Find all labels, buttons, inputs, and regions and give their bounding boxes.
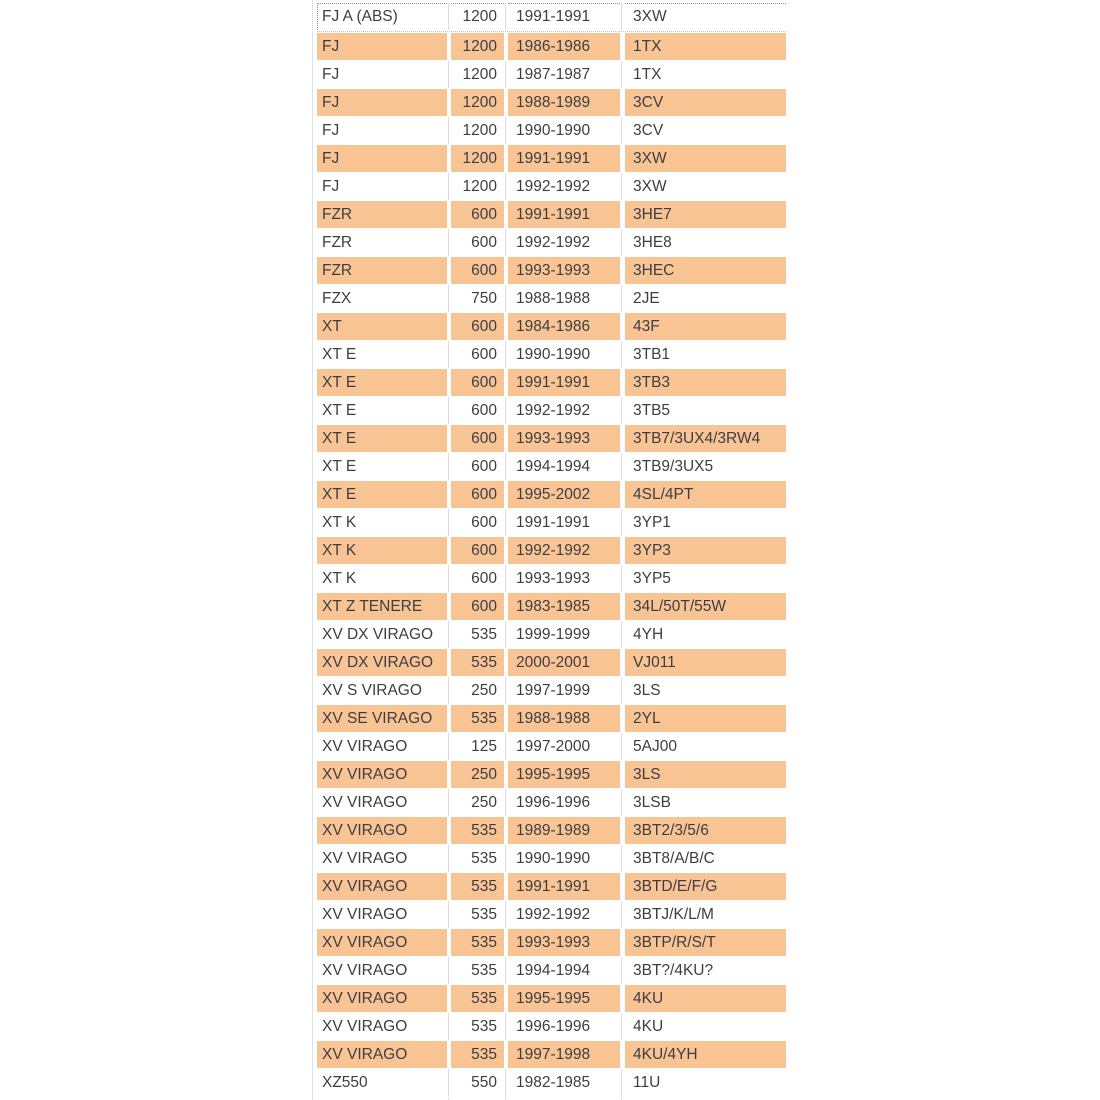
cell-cc[interactable]: 600: [451, 537, 504, 564]
cell-code[interactable]: 4KU: [625, 1013, 786, 1040]
cell-code[interactable]: 3HEC: [625, 257, 786, 284]
cell-model[interactable]: XT E: [317, 397, 447, 424]
cell-model[interactable]: XT E: [317, 481, 447, 508]
cell-years[interactable]: 1991-1991: [508, 873, 620, 900]
cell-cc[interactable]: 125: [451, 733, 504, 760]
table-row: [317, 397, 786, 424]
cell-years[interactable]: 1995-1995: [508, 985, 620, 1012]
cell-years[interactable]: 1990-1990: [508, 117, 620, 144]
table-row: [317, 3, 786, 32]
cell-years[interactable]: 1993-1993: [508, 257, 620, 284]
cell-cc[interactable]: 600: [451, 453, 504, 480]
table-row: [317, 229, 786, 256]
cell-model[interactable]: XT E: [317, 369, 447, 396]
table-row: [317, 61, 786, 88]
cell-code[interactable]: 34L/50T/55W: [625, 593, 786, 620]
cell-code[interactable]: 3XW: [625, 3, 786, 30]
cell-years[interactable]: 1997-1999: [508, 677, 620, 704]
cell-model[interactable]: XZ550: [317, 1069, 447, 1096]
cell-code[interactable]: 3BTP/R/S/T: [625, 929, 786, 956]
cell-code[interactable]: 3BT?/4KU?: [625, 957, 786, 984]
cell-years[interactable]: 1993-1993: [508, 425, 620, 452]
cell-code[interactable]: 3TB9/3UX5: [625, 453, 786, 480]
cell-model[interactable]: FJ: [317, 61, 447, 88]
table-row: [317, 509, 786, 536]
cell-code[interactable]: 43F: [625, 313, 786, 340]
cell-model[interactable]: FJ: [317, 117, 447, 144]
cell-cc[interactable]: 600: [451, 397, 504, 424]
cell-years[interactable]: 1997-1998: [508, 1041, 620, 1068]
cell-cc[interactable]: 535: [451, 873, 504, 900]
cell-model[interactable]: XV VIRAGO: [317, 873, 447, 900]
cell-cc[interactable]: 600: [451, 481, 504, 508]
cell-code[interactable]: 3TB7/3UX4/3RW4: [625, 425, 786, 452]
cell-model[interactable]: XT K: [317, 565, 447, 592]
cell-cc[interactable]: 550: [451, 1069, 504, 1096]
cell-years[interactable]: 1991-1991: [508, 509, 620, 536]
table-row: [317, 173, 786, 200]
cell-years[interactable]: 1993-1993: [508, 929, 620, 956]
cell-code[interactable]: 3YP5: [625, 565, 786, 592]
table-row: [317, 705, 786, 732]
table-row: [317, 481, 786, 508]
table-row: [317, 453, 786, 480]
cell-model[interactable]: XV VIRAGO: [317, 845, 447, 872]
cell-years[interactable]: 1983-1985: [508, 593, 620, 620]
cell-cc[interactable]: 535: [451, 957, 504, 984]
cell-years[interactable]: 1990-1990: [508, 845, 620, 872]
cell-years[interactable]: 1992-1992: [508, 173, 620, 200]
cell-cc[interactable]: 250: [451, 789, 504, 816]
cell-cc[interactable]: 535: [451, 985, 504, 1012]
cell-cc[interactable]: 1200: [451, 117, 504, 144]
table-row: [317, 537, 786, 564]
table-row: [317, 957, 786, 984]
cell-model[interactable]: FZR: [317, 201, 447, 228]
cell-code[interactable]: 3TB3: [625, 369, 786, 396]
table-row: [317, 285, 786, 312]
cell-years[interactable]: 1991-1991: [508, 201, 620, 228]
cell-years[interactable]: 1999-1999: [508, 621, 620, 648]
cell-model[interactable]: XV VIRAGO: [317, 1041, 447, 1068]
cell-cc[interactable]: 250: [451, 677, 504, 704]
cell-model[interactable]: XV VIRAGO: [317, 733, 447, 760]
cell-model[interactable]: XT E: [317, 341, 447, 368]
cell-model[interactable]: FJ: [317, 173, 447, 200]
cell-cc[interactable]: 1200: [451, 145, 504, 172]
vehicle-table: [317, 3, 786, 1100]
cell-model[interactable]: XV SE VIRAGO: [317, 705, 447, 732]
cell-years[interactable]: 1995-2002: [508, 481, 620, 508]
table-row: [317, 369, 786, 396]
table-row: [317, 1013, 786, 1040]
cell-code[interactable]: 4YH: [625, 621, 786, 648]
cell-code[interactable]: 3BT8/A/B/C: [625, 845, 786, 872]
cell-code[interactable]: VJ011: [625, 649, 786, 676]
cell-cc[interactable]: 1200: [451, 61, 504, 88]
cell-code[interactable]: 3TB5: [625, 397, 786, 424]
cell-cc[interactable]: 1200: [451, 173, 504, 200]
cell-cc[interactable]: 535: [451, 1041, 504, 1068]
cell-code[interactable]: 3HE8: [625, 229, 786, 256]
table-row: [317, 145, 786, 172]
cell-cc[interactable]: 600: [451, 565, 504, 592]
cell-years[interactable]: 1994-1994: [508, 453, 620, 480]
table-row: [317, 621, 786, 648]
cell-cc[interactable]: 600: [451, 257, 504, 284]
table-row: [317, 1041, 786, 1068]
table-row: [317, 761, 786, 788]
cell-years[interactable]: 1994-1994: [508, 957, 620, 984]
table-row: [317, 817, 786, 844]
cell-model[interactable]: XV VIRAGO: [317, 1013, 447, 1040]
cell-model[interactable]: XT E: [317, 453, 447, 480]
cell-years[interactable]: 1988-1988: [508, 705, 620, 732]
cell-code[interactable]: 5AJ00: [625, 733, 786, 760]
cell-code[interactable]: 4KU/4YH: [625, 1041, 786, 1068]
cell-cc[interactable]: 750: [451, 285, 504, 312]
cell-cc[interactable]: 250: [451, 761, 504, 788]
table-row: [317, 789, 786, 816]
cell-years[interactable]: 1991-1991: [508, 145, 620, 172]
sheet-left-gridline: [312, 0, 313, 1100]
cell-model[interactable]: XT: [317, 313, 447, 340]
cell-code[interactable]: 2YL: [625, 705, 786, 732]
cell-code[interactable]: 3XW: [625, 173, 786, 200]
table-row: [317, 89, 786, 116]
cell-cc[interactable]: 600: [451, 341, 504, 368]
cell-model[interactable]: XV VIRAGO: [317, 929, 447, 956]
cell-code[interactable]: 11U: [625, 1069, 786, 1096]
table-row: [317, 313, 786, 340]
table-row: [317, 733, 786, 760]
cell-cc[interactable]: 600: [451, 369, 504, 396]
cell-cc[interactable]: 600: [451, 509, 504, 536]
cell-code[interactable]: 4SL/4PT: [625, 481, 786, 508]
cell-code[interactable]: 3BTD/E/F/G: [625, 873, 786, 900]
cell-cc[interactable]: 1200: [451, 33, 504, 60]
cell-code[interactable]: 3LSB: [625, 789, 786, 816]
table-row: [317, 33, 786, 60]
cell-years[interactable]: 1991-1991: [508, 369, 620, 396]
cell-cc[interactable]: 1200: [451, 89, 504, 116]
cell-model[interactable]: XT E: [317, 425, 447, 452]
cell-years[interactable]: 1987-1987: [508, 61, 620, 88]
table-row: [317, 565, 786, 592]
cell-cc[interactable]: 535: [451, 1013, 504, 1040]
cell-model[interactable]: FJ: [317, 33, 447, 60]
cell-years[interactable]: 1989-1989: [508, 817, 620, 844]
table-row: [317, 593, 786, 620]
cell-years[interactable]: 1992-1992: [508, 537, 620, 564]
cell-model[interactable]: FZR: [317, 229, 447, 256]
table-row: [317, 425, 786, 452]
cell-code[interactable]: 3CV: [625, 117, 786, 144]
cell-code[interactable]: 3YP1: [625, 509, 786, 536]
cell-years[interactable]: 1990-1990: [508, 341, 620, 368]
cell-code[interactable]: 3LS: [625, 677, 786, 704]
cell-model[interactable]: XV VIRAGO: [317, 789, 447, 816]
cell-years[interactable]: 1988-1989: [508, 89, 620, 116]
cell-model[interactable]: XV VIRAGO: [317, 761, 447, 788]
cell-years[interactable]: 1991-1991: [508, 3, 620, 30]
table-row: [317, 341, 786, 368]
cell-model[interactable]: XT K: [317, 509, 447, 536]
table-row: [317, 117, 786, 144]
cell-model[interactable]: FJ: [317, 145, 447, 172]
cell-code[interactable]: 3BT2/3/5/6: [625, 817, 786, 844]
cell-years[interactable]: 1988-1988: [508, 285, 620, 312]
cell-years[interactable]: 1992-1992: [508, 229, 620, 256]
cell-model[interactable]: XT Z TENERE: [317, 593, 447, 620]
cell-years[interactable]: 1992-1992: [508, 901, 620, 928]
table-row: [317, 985, 786, 1012]
table-row: [317, 901, 786, 928]
cell-code[interactable]: 1TX: [625, 61, 786, 88]
cell-cc[interactable]: 535: [451, 845, 504, 872]
cell-years[interactable]: 1992-1992: [508, 397, 620, 424]
table-row: [317, 649, 786, 676]
cell-model[interactable]: XV VIRAGO: [317, 985, 447, 1012]
cell-cc[interactable]: 600: [451, 229, 504, 256]
table-row: [317, 201, 786, 228]
cell-years[interactable]: 2000-2001: [508, 649, 620, 676]
table-row: [317, 1069, 786, 1096]
cell-code[interactable]: 1TX: [625, 33, 786, 60]
cell-cc[interactable]: 600: [451, 425, 504, 452]
cell-model[interactable]: XV VIRAGO: [317, 817, 447, 844]
cell-cc[interactable]: 1200: [451, 3, 504, 30]
cell-code[interactable]: 3XW: [625, 145, 786, 172]
cell-model[interactable]: FJ A (ABS): [317, 3, 447, 30]
cell-model[interactable]: FZR: [317, 257, 447, 284]
cell-code[interactable]: 3BTJ/K/L/M: [625, 901, 786, 928]
cell-years[interactable]: 1982-1985: [508, 1069, 620, 1096]
cell-model[interactable]: FZX: [317, 285, 447, 312]
table-row: [317, 929, 786, 956]
cell-cc[interactable]: 535: [451, 901, 504, 928]
cell-code[interactable]: 2JE: [625, 285, 786, 312]
cell-years[interactable]: 1993-1993: [508, 565, 620, 592]
table-row: [317, 257, 786, 284]
cell-code[interactable]: 3TB1: [625, 341, 786, 368]
cell-model[interactable]: XV DX VIRAGO: [317, 649, 447, 676]
cell-cc[interactable]: 535: [451, 621, 504, 648]
cell-code[interactable]: 3CV: [625, 89, 786, 116]
cell-model[interactable]: XV VIRAGO: [317, 901, 447, 928]
cell-code[interactable]: 3LS: [625, 761, 786, 788]
cell-years[interactable]: 1995-1995: [508, 761, 620, 788]
cell-cc[interactable]: 535: [451, 817, 504, 844]
table-row: [317, 845, 786, 872]
table-row: [317, 677, 786, 704]
cell-code[interactable]: 3YP3: [625, 537, 786, 564]
cell-model[interactable]: XV S VIRAGO: [317, 677, 447, 704]
cell-model[interactable]: XV VIRAGO: [317, 957, 447, 984]
cell-years[interactable]: 1996-1996: [508, 789, 620, 816]
cell-model[interactable]: XV DX VIRAGO: [317, 621, 447, 648]
table-row: [317, 873, 786, 900]
cell-years[interactable]: 1996-1996: [508, 1013, 620, 1040]
cell-model[interactable]: XT K: [317, 537, 447, 564]
cell-years[interactable]: 1986-1986: [508, 33, 620, 60]
cell-code[interactable]: 4KU: [625, 985, 786, 1012]
cell-model[interactable]: FJ: [317, 89, 447, 116]
cell-years[interactable]: 1997-2000: [508, 733, 620, 760]
cell-cc[interactable]: 600: [451, 201, 504, 228]
cell-cc[interactable]: 535: [451, 929, 504, 956]
cell-years[interactable]: 1984-1986: [508, 313, 620, 340]
cell-cc[interactable]: 600: [451, 593, 504, 620]
cell-code[interactable]: 3HE7: [625, 201, 786, 228]
cell-cc[interactable]: 600: [451, 313, 504, 340]
cell-cc[interactable]: 535: [451, 705, 504, 732]
cell-cc[interactable]: 535: [451, 649, 504, 676]
